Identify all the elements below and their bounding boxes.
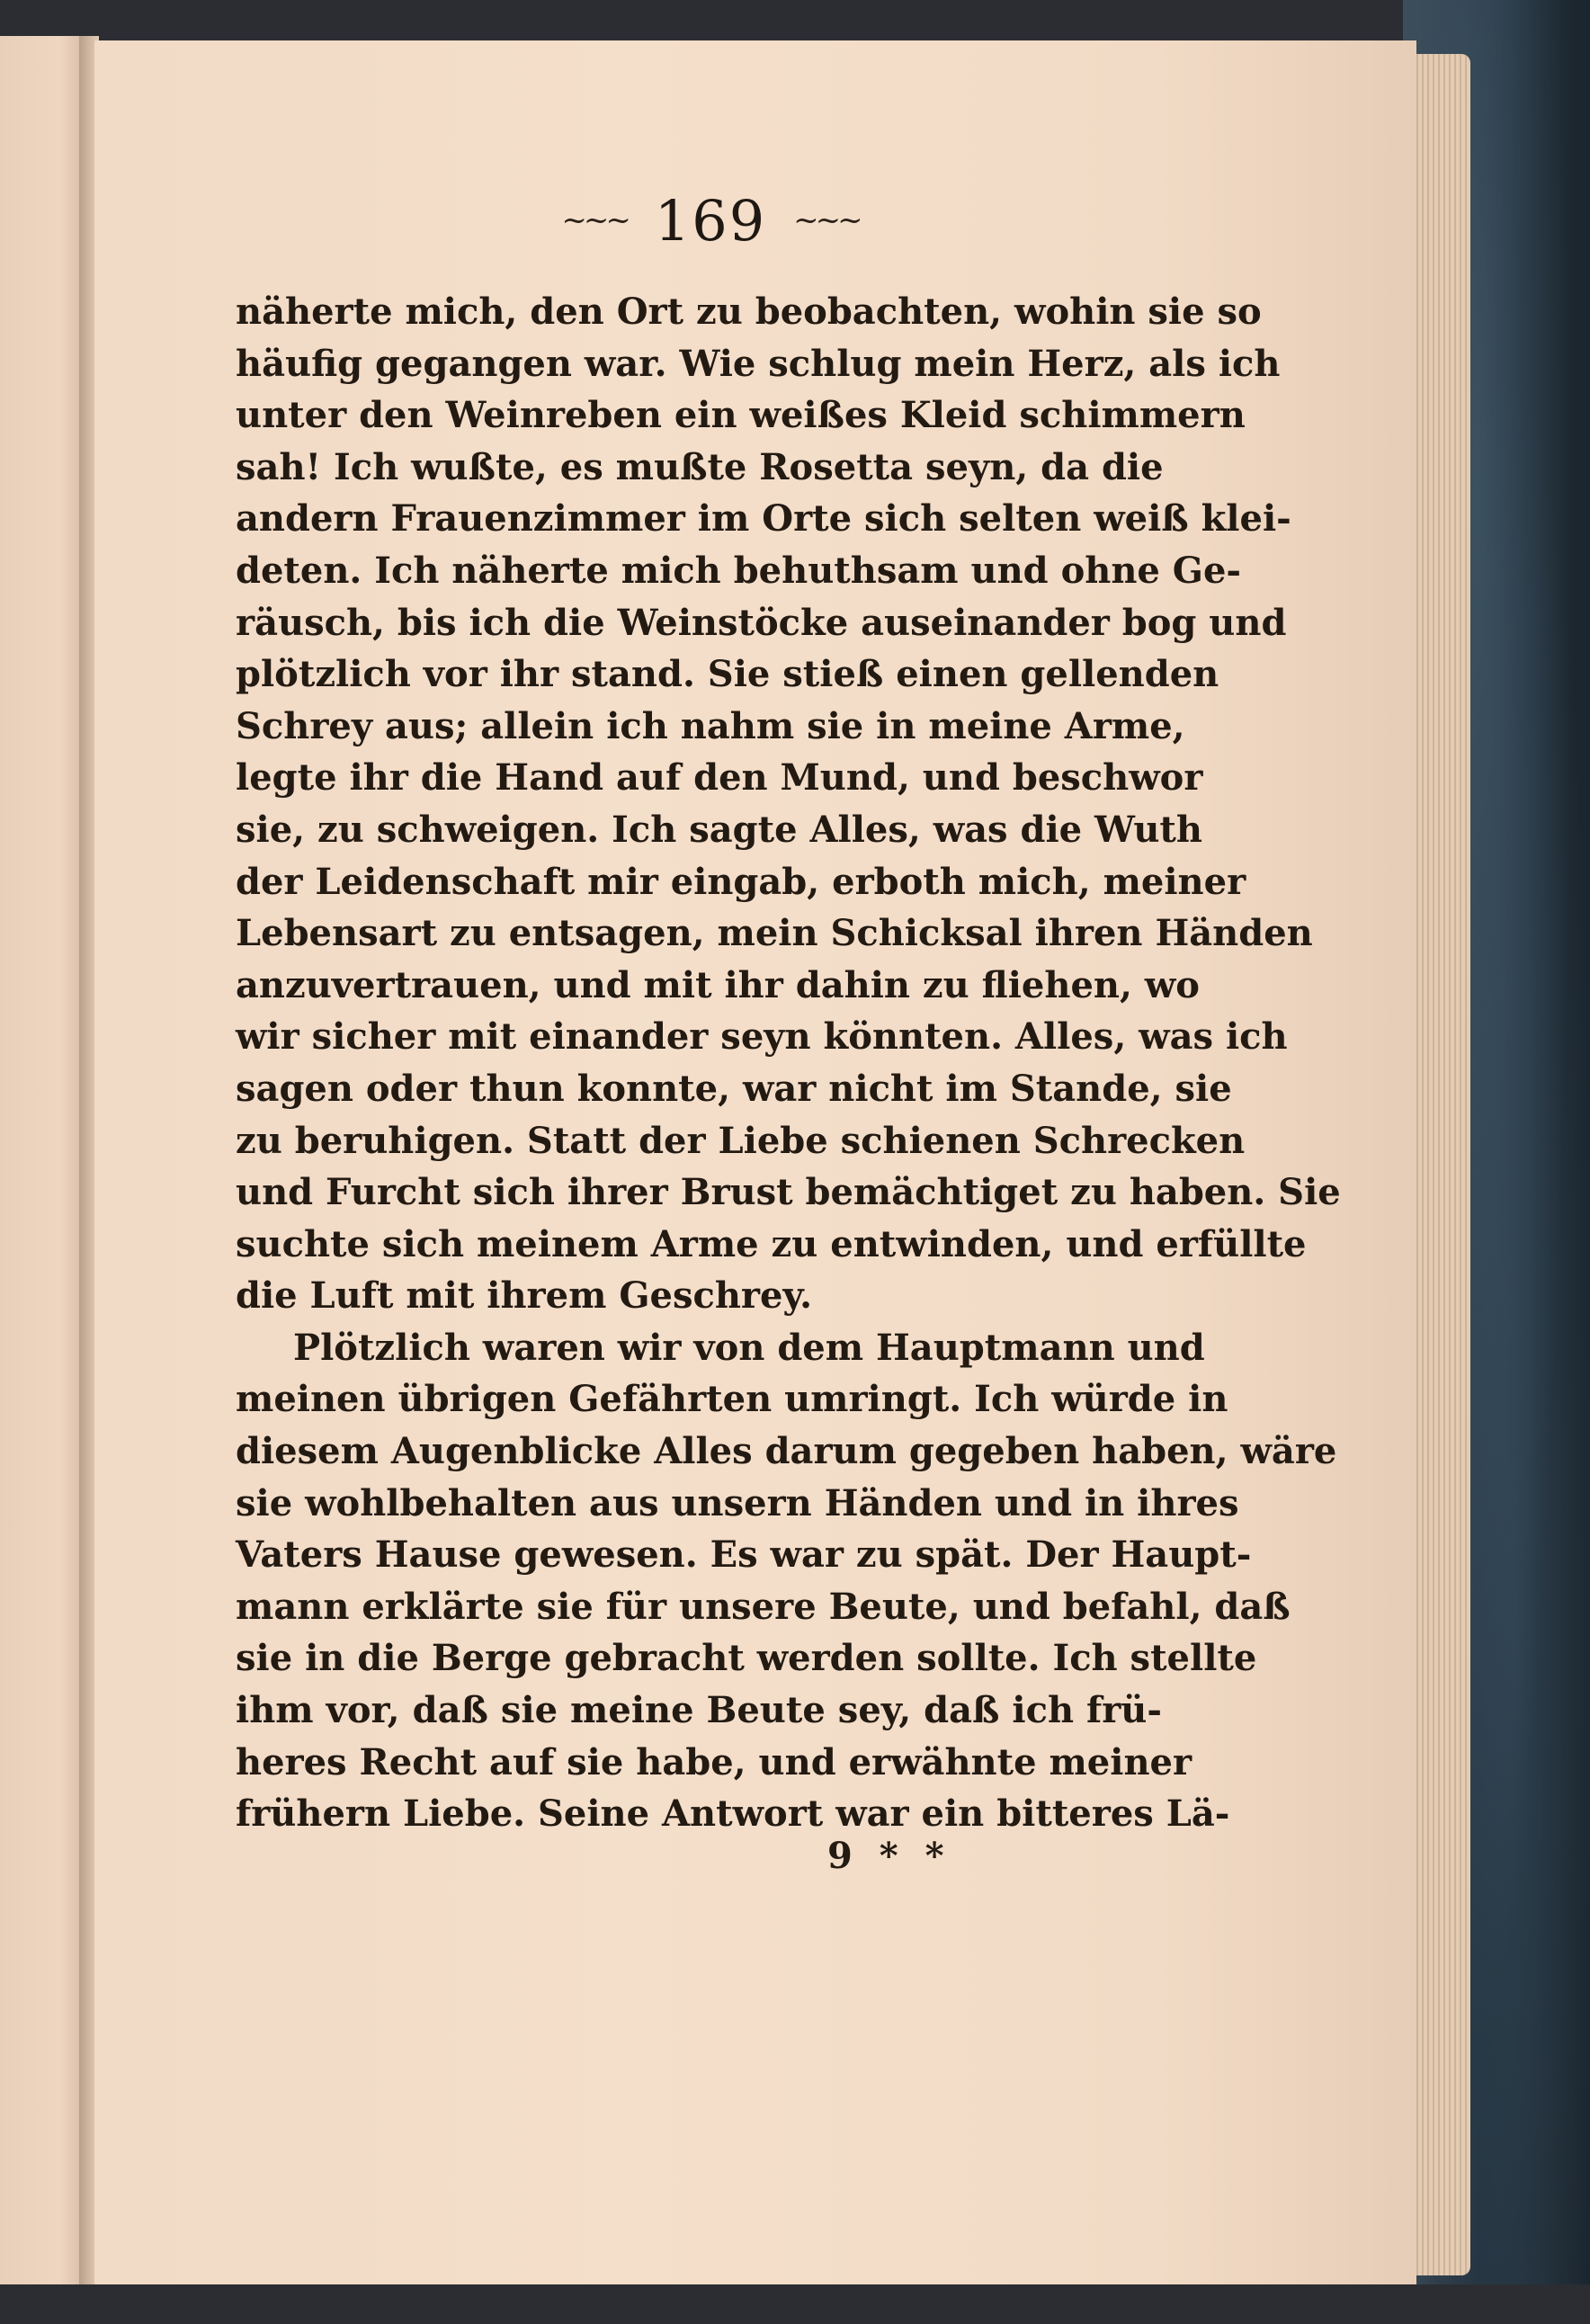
page-number: 169 xyxy=(654,187,767,254)
text-line: sah! Ich wußte, es mußte Rosetta seyn, da die xyxy=(236,445,1164,488)
text-line: sie in die Berge gebracht werden sollte. Ich stellte xyxy=(236,1637,1257,1680)
scan-bottom-edge xyxy=(0,2284,1590,2324)
text-line: Vaters Hause gewesen. Es war zu spät. Der Haupt- xyxy=(236,1533,1252,1577)
text-line: räusch, bis ich die Weinstöcke auseinander bog und xyxy=(236,601,1287,644)
text-line: frühern Liebe. Seine Antwort war ein bitteres Lä- xyxy=(236,1792,1230,1836)
header-ornament-right: ~~~ xyxy=(793,202,860,238)
text-line: sagen oder thun konnte, war nicht im Stande, sie xyxy=(236,1067,1232,1110)
text-line: häufig gegangen war. Wie schlug mein Herz, als ich xyxy=(236,342,1281,385)
text-line: Plötzlich waren wir von dem Hauptmann und xyxy=(293,1326,1205,1369)
text-line: suchte sich meinem Arme zu entwinden, und erfüllte xyxy=(236,1222,1307,1265)
text-line: meinen übrigen Gefährten umringt. Ich würde in xyxy=(236,1378,1228,1421)
text-line: mann erklärte sie für unsere Beute, und befahl, daß xyxy=(236,1585,1291,1628)
text-line: unter den Weinreben ein weißes Kleid schimmern xyxy=(236,394,1246,437)
text-line: sie wohlbehalten aus unsern Händen und in ihres xyxy=(236,1481,1239,1524)
text-line: zu beruhigen. Statt der Liebe schienen Schrecken xyxy=(236,1119,1246,1162)
text-line: legte ihr die Hand auf den Mund, und beschwor xyxy=(236,756,1203,800)
left-page-edge xyxy=(0,36,85,2293)
text-line: der Leidenschaft mir eingab, erboth mich, meiner xyxy=(236,860,1246,903)
text-line: sie, zu schweigen. Ich sagte Alles, was die Wuth xyxy=(236,808,1202,851)
header-ornament-left: ~~~ xyxy=(561,202,628,238)
text-line: näherte mich, den Ort zu beobachten, wohin sie so xyxy=(236,290,1262,333)
text-line: anzuvertrauen, und mit ihr dahin zu fliehen, wo xyxy=(236,963,1200,1006)
page-header xyxy=(549,180,872,261)
text-line: Lebensart zu entsagen, mein Schicksal ihren Händen xyxy=(236,912,1313,955)
text-line: plötzlich vor ihr stand. Sie stieß einen gellenden xyxy=(236,653,1219,696)
signature-mark: 9 * * xyxy=(827,1835,951,1877)
text-line: Schrey aus; allein ich nahm sie in meine Arme, xyxy=(236,704,1185,747)
text-line: die Luft mit ihrem Geschrey. xyxy=(236,1274,812,1318)
text-line: andern Frauenzimmer im Orte sich selten weiß klei- xyxy=(236,497,1291,541)
text-line: ihm vor, daß sie meine Beute sey, daß ich frü- xyxy=(236,1689,1162,1732)
text-line: wir sicher mit einander seyn könnten. Alles, was ich xyxy=(236,1015,1288,1059)
text-line: und Furcht sich ihrer Brust bemächtiget zu haben. Sie xyxy=(236,1171,1341,1214)
text-line: deten. Ich näherte mich behuthsam und ohne Ge- xyxy=(236,549,1242,592)
page-edges xyxy=(1407,54,1470,2275)
text-line: diesem Augenblicke Alles darum gegeben haben, wäre xyxy=(236,1430,1337,1473)
page-body-text xyxy=(236,286,1341,1840)
text-line: heres Recht auf sie habe, und erwähnte meiner xyxy=(236,1740,1192,1783)
